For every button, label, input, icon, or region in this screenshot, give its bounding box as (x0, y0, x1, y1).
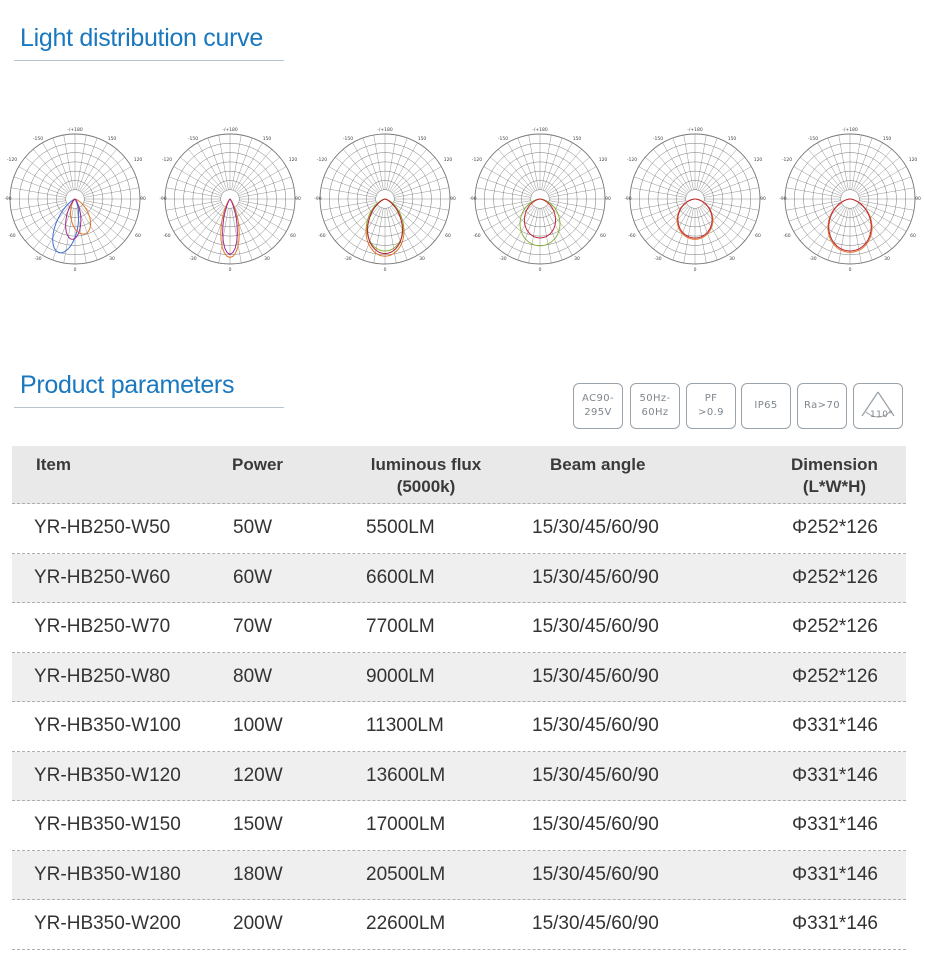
polar-axis-label: 60 (600, 234, 606, 239)
polar-curve (155, 120, 305, 280)
polar-axis-label: 60 (290, 234, 296, 239)
polar-axis-label: 30 (109, 257, 115, 262)
cell-beam: 15/30/45/60/90 (532, 814, 659, 836)
product-parameters-title (14, 371, 284, 408)
polar-axis-label: -150 (32, 137, 44, 142)
polar-axis-label: 90 (915, 197, 921, 202)
polar-axis-label: 120 (133, 158, 143, 163)
polar-axis-label: 120 (753, 158, 763, 163)
polar-axis-label: -90 (624, 197, 632, 202)
table-row (12, 554, 906, 604)
spec-badge (686, 383, 736, 429)
cell-dimension: Φ252*126 (792, 566, 878, 588)
table-row (12, 504, 906, 554)
cell-dimension: Φ331*146 (792, 863, 878, 885)
polar-axis-label: 120 (443, 158, 453, 163)
polar-axis-label: -60 (473, 234, 481, 239)
table-row (12, 702, 906, 752)
cell-beam: 15/30/45/60/90 (532, 715, 659, 737)
polar-axis-label: 60 (135, 234, 141, 239)
polar-axis-label: -/+180 (532, 128, 548, 133)
spec-badge (630, 383, 680, 429)
polar-axis-label: -150 (497, 137, 509, 142)
polar-axis-label: 120 (598, 158, 608, 163)
polar-axis-label: -60 (8, 234, 16, 239)
cell-power: 150W (233, 814, 283, 836)
polar-axis-label: -150 (807, 137, 819, 142)
spec-badge-label: Ra>70 (804, 400, 840, 411)
polar-curve-svg (775, 120, 925, 280)
polar-axis-label: 90 (140, 197, 146, 202)
polar-axis-label: -/+180 (687, 128, 703, 133)
polar-axis-label: -120 (781, 158, 793, 163)
polar-curve (310, 120, 460, 280)
cell-item: YR-HB250-W80 (34, 665, 171, 687)
polar-axis-label: 0 (848, 268, 852, 273)
polar-axis-label: -120 (626, 158, 638, 163)
spec-badge (741, 383, 791, 429)
parameters-table (12, 446, 906, 950)
polar-axis-label: -60 (783, 234, 791, 239)
polar-axis-label: 60 (755, 234, 761, 239)
polar-axis-label: 0 (693, 268, 697, 273)
polar-axis-label: -90 (779, 197, 787, 202)
polar-axis-label: -30 (344, 257, 352, 262)
polar-axis-label: -90 (159, 197, 167, 202)
cell-dimension: Φ252*126 (792, 517, 878, 539)
polar-axis-label: -30 (654, 257, 662, 262)
header-dimension (791, 446, 878, 511)
spec-badge-label: AC90- 295V (582, 393, 614, 418)
polar-axis-label: 0 (383, 268, 387, 273)
polar-axis-label: 90 (605, 197, 611, 202)
polar-axis-label: -90 (4, 197, 12, 202)
polar-axis-label: 30 (264, 257, 270, 262)
cell-item: YR-HB350-W100 (34, 715, 181, 737)
header-power: Power (232, 455, 284, 474)
polar-axis-label: 30 (419, 257, 425, 262)
table-row (12, 603, 906, 653)
polar-axis-label: 150 (882, 137, 892, 142)
table-row (12, 801, 906, 851)
cell-dimension: Φ252*126 (792, 616, 878, 638)
polar-axis-label: 30 (884, 257, 890, 262)
polar-axis-label: -60 (163, 234, 171, 239)
cell-dimension: Φ331*146 (792, 764, 878, 786)
cell-beam: 15/30/45/60/90 (532, 517, 659, 539)
polar-axis-label: -120 (6, 158, 18, 163)
cell-flux: 11300LM (366, 715, 444, 737)
polar-curve-svg (155, 120, 305, 280)
polar-axis-label: 150 (107, 137, 117, 142)
table-row (12, 851, 906, 901)
cell-dimension: Φ331*146 (792, 715, 878, 737)
polar-axis-label: -150 (187, 137, 199, 142)
header-flux-sub: (5000k) (396, 477, 456, 496)
cell-item: YR-HB350-W180 (34, 863, 181, 885)
polar-axis-label: -120 (316, 158, 328, 163)
polar-axis-label: -90 (314, 197, 322, 202)
spec-badge (853, 383, 903, 429)
cell-flux: 5500LM (366, 517, 435, 539)
table-row (12, 653, 906, 703)
polar-curve-svg (620, 120, 770, 280)
table-header (12, 446, 906, 504)
spec-badge-label: IP65 (754, 400, 778, 411)
cell-power: 50W (233, 517, 273, 539)
cell-dimension: Φ252*126 (792, 665, 878, 687)
cell-power: 100W (233, 715, 283, 737)
polar-axis-label: -120 (161, 158, 173, 163)
polar-axis-label: 60 (910, 234, 916, 239)
spec-badge-label: 110° (870, 410, 894, 420)
spec-badge (573, 383, 623, 429)
polar-axis-label: 150 (727, 137, 737, 142)
table-body (12, 504, 906, 950)
polar-curve (0, 120, 150, 280)
cell-flux: 20500LM (366, 863, 446, 885)
cell-item: YR-HB250-W50 (34, 517, 171, 539)
polar-axis-label: -/+180 (222, 128, 238, 133)
polar-axis-label: 150 (262, 137, 272, 142)
polar-axis-label: -/+180 (67, 128, 83, 133)
cell-item: YR-HB350-W120 (34, 764, 181, 786)
polar-axis-label: 30 (729, 257, 735, 262)
product-parameters-title-text: Product parameters (20, 371, 235, 399)
cell-beam: 15/30/45/60/90 (532, 616, 659, 638)
polar-axis-label: 90 (295, 197, 301, 202)
cell-power: 60W (233, 566, 273, 588)
polar-curve-svg (0, 120, 150, 280)
polar-axis-label: -30 (189, 257, 197, 262)
cell-power: 120W (233, 764, 283, 786)
spec-badge-label: 50Hz- 60Hz (639, 393, 671, 418)
polar-axis-label: -150 (342, 137, 354, 142)
cell-power: 200W (233, 913, 283, 935)
table-row (12, 900, 906, 950)
cell-item: YR-HB350-W150 (34, 814, 181, 836)
polar-axis-label: 90 (450, 197, 456, 202)
polar-axis-label: -/+180 (377, 128, 393, 133)
light-distribution-title (14, 24, 284, 61)
cell-flux: 13600LM (366, 764, 446, 786)
polar-axis-label: 120 (908, 158, 918, 163)
header-dimension-label: Dimension (791, 455, 878, 474)
cell-beam: 15/30/45/60/90 (532, 665, 659, 687)
polar-axis-label: -/+180 (842, 128, 858, 133)
cell-beam: 15/30/45/60/90 (532, 913, 659, 935)
polar-curve (465, 120, 615, 280)
polar-axis-label: 60 (445, 234, 451, 239)
polar-axis-label: 150 (417, 137, 427, 142)
cell-dimension: Φ331*146 (792, 913, 878, 935)
cell-item: YR-HB250-W60 (34, 566, 171, 588)
cell-flux: 17000LM (366, 814, 446, 836)
cell-dimension: Φ331*146 (792, 814, 878, 836)
cell-power: 80W (233, 665, 273, 687)
cell-flux: 6600LM (366, 566, 435, 588)
cell-power: 70W (233, 616, 273, 638)
cell-beam: 15/30/45/60/90 (532, 566, 659, 588)
polar-curve-svg (465, 120, 615, 280)
polar-axis-label: 0 (73, 268, 77, 273)
header-dimension-sub: (L*W*H) (802, 477, 867, 496)
header-flux-label: luminous flux (370, 455, 482, 474)
cell-beam: 15/30/45/60/90 (532, 764, 659, 786)
header-beam: Beam angle (550, 455, 646, 474)
polar-axis-label: -60 (628, 234, 636, 239)
polar-axis-label: 0 (228, 268, 232, 273)
spec-badge (797, 383, 847, 429)
cell-item: YR-HB350-W200 (34, 913, 181, 935)
cell-flux: 22600LM (366, 913, 446, 935)
polar-axis-label: -30 (809, 257, 817, 262)
spec-badge-label: PF >0.9 (698, 393, 724, 418)
header-flux (366, 446, 486, 511)
polar-axis-label: -30 (34, 257, 42, 262)
polar-axis-label: 30 (574, 257, 580, 262)
polar-axis-label: 150 (572, 137, 582, 142)
light-distribution-curves (0, 120, 920, 280)
polar-axis-label: 120 (288, 158, 298, 163)
header-item: Item (36, 455, 71, 474)
polar-axis-label: -30 (499, 257, 507, 262)
polar-curve (775, 120, 925, 280)
cell-item: YR-HB250-W70 (34, 616, 171, 638)
cell-flux: 7700LM (366, 616, 435, 638)
polar-curve-svg (310, 120, 460, 280)
polar-axis-label: -120 (471, 158, 483, 163)
polar-axis-label: -150 (652, 137, 664, 142)
light-distribution-title-text: Light distribution curve (20, 24, 263, 52)
cell-flux: 9000LM (366, 665, 435, 687)
cell-beam: 15/30/45/60/90 (532, 863, 659, 885)
polar-axis-label: -60 (318, 234, 326, 239)
polar-axis-label: 0 (538, 268, 542, 273)
table-row (12, 752, 906, 802)
polar-axis-label: 90 (760, 197, 766, 202)
polar-curve (620, 120, 770, 280)
polar-axis-label: -90 (469, 197, 477, 202)
cell-power: 180W (233, 863, 283, 885)
